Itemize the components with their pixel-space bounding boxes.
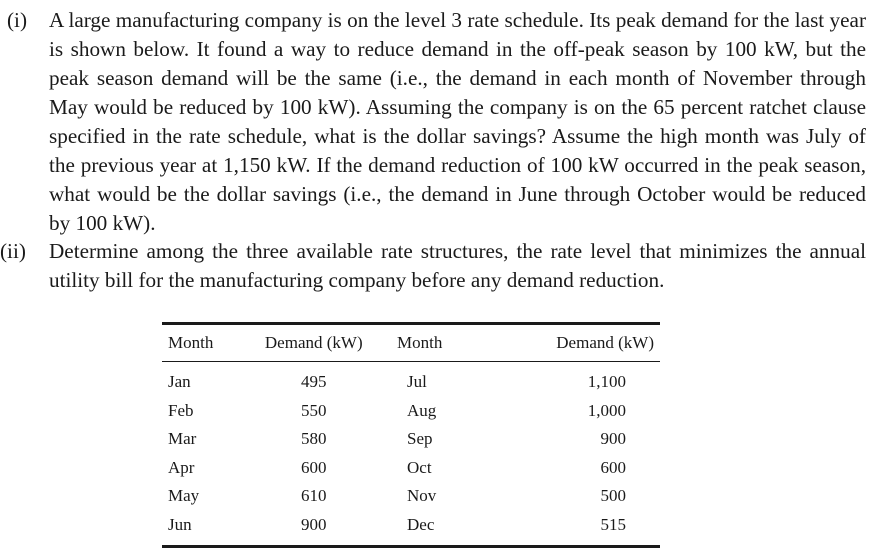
demand-cell: 600 — [301, 457, 327, 477]
month-cell: Dec — [407, 514, 435, 534]
part-i-text: A large manufacturing company is on the level 3 rate schedule. Its peak demand for the last year is shown below. It found a way to reduce demand in the off-peak season by 100 kW, but the peak season demand will be the same (i.e., the demand in each month of November through May would be reduced by 100 kW). Assuming the company is on the 65 percent ratchet clause specified in the rate schedule, what is the dollar savings? Assume the high month was July of the previous year at 1,150 kW. If the demand reduction of 100 kW occurred in the peak season, what would be the dollar savings (i.e., the demand in June through October would be reduced by 100 kW). — [49, 8, 866, 235]
table-row — [162, 511, 660, 547]
table-header-row — [162, 324, 660, 362]
problem-part-ii — [0, 237, 866, 295]
month-cell: Jun — [168, 514, 192, 534]
demand-cell: 1,100 — [587, 372, 626, 392]
month-cell: Feb — [168, 400, 194, 420]
demand-cell: 500 — [600, 486, 626, 506]
month-cell: Oct — [407, 457, 432, 477]
table-row — [162, 454, 660, 483]
month-cell: Nov — [407, 486, 437, 506]
demand-cell: 610 — [301, 486, 327, 506]
table-row — [162, 362, 660, 397]
month-cell: May — [168, 486, 200, 506]
table-row — [162, 397, 660, 426]
demand-cell: 900 — [600, 429, 626, 449]
demand-cell: 515 — [600, 514, 626, 534]
month-cell: Jul — [407, 372, 427, 392]
header-month-1: Month — [168, 333, 214, 352]
month-cell: Mar — [168, 429, 197, 449]
monthly-demand-table — [162, 322, 660, 548]
header-demand-1: Demand (kW) — [264, 333, 363, 352]
part-ii-number: (ii) — [0, 239, 26, 263]
demand-cell: 1,000 — [587, 400, 626, 420]
header-month-2: Month — [397, 333, 443, 352]
problem-text — [0, 6, 866, 295]
demand-cell: 600 — [600, 457, 626, 477]
table-row — [162, 482, 660, 511]
demand-cell: 580 — [301, 429, 327, 449]
demand-cell: 495 — [301, 372, 327, 392]
month-cell: Apr — [168, 457, 195, 477]
problem-part-i — [0, 6, 866, 238]
month-cell: Sep — [407, 429, 433, 449]
part-i-number: (i) — [7, 8, 27, 32]
table-row — [162, 425, 660, 454]
month-cell: Jan — [168, 372, 191, 392]
part-ii-text: Determine among the three available rate structures, the rate level that minimizes the annual utility bill for the manufacturing company before any demand reduction. — [49, 239, 866, 292]
demand-cell: 550 — [301, 400, 327, 420]
month-cell: Aug — [407, 400, 437, 420]
demand-cell: 900 — [301, 514, 327, 534]
header-demand-2: Demand (kW) — [556, 333, 654, 352]
